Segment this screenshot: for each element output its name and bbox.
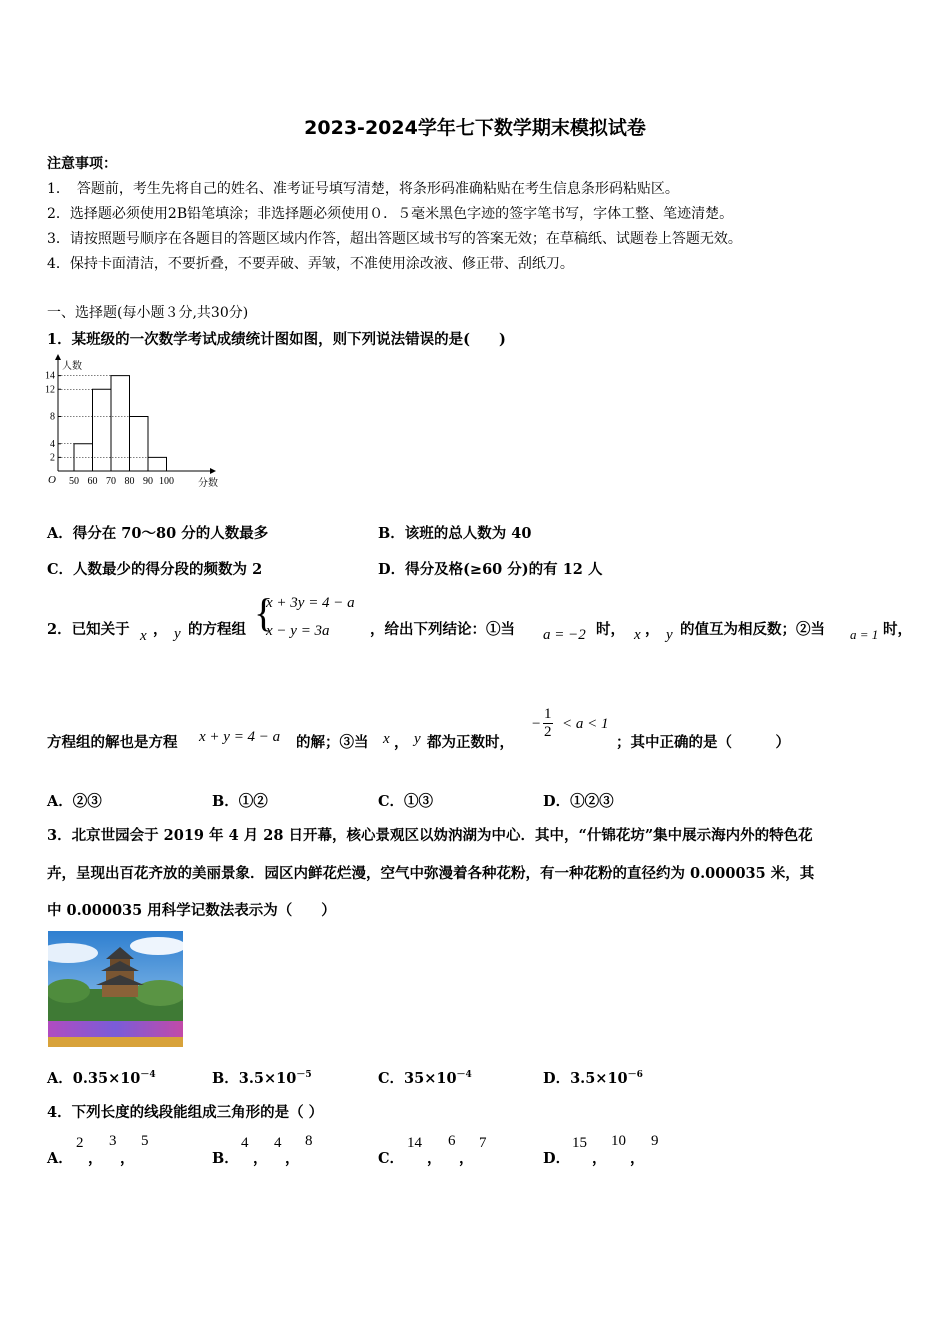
note-item: 2．选择题必须使用2B铅笔填涂；非选择题必须使用０．５毫米黑色字迹的签字笔书写，字体工整、笔迹清楚。 bbox=[47, 206, 734, 222]
q2-text: 的解；③当 bbox=[296, 734, 369, 751]
q2-text: ；其中正确的是（ ） bbox=[616, 734, 790, 751]
q2-fraction-numerator: 1 bbox=[544, 706, 552, 722]
q3-option-b-label: B．3.5×10 bbox=[212, 1070, 297, 1087]
q3-stem-line: 3．北京世园会于 2019 年 4 月 28 日开幕，核心景观区以妫汭湖为中心．其中，“什锦花坊”集中展示海内外的特色花 bbox=[47, 827, 813, 844]
q2-text: 时， bbox=[883, 621, 912, 638]
q4-option-d-value: 10 bbox=[611, 1133, 626, 1149]
q4-sep: ， bbox=[630, 1150, 645, 1167]
q2-condition-1: a = −2 bbox=[543, 627, 586, 643]
q2-option-a: A．②③ bbox=[47, 793, 102, 810]
q2-condition-2: a = 1 bbox=[850, 627, 879, 642]
q2-var-x: x bbox=[140, 628, 147, 644]
q2-var-x: x bbox=[383, 731, 390, 747]
q4-option-c-value: 7 bbox=[479, 1135, 487, 1151]
q2-option-b: B．①② bbox=[212, 793, 268, 810]
q2-prefix: 2．已知关于 bbox=[47, 621, 130, 638]
y-tick-label: 8 bbox=[50, 411, 55, 423]
q2-text: 的值互为相反数；②当 bbox=[680, 621, 825, 638]
x-tick-label: 70 bbox=[106, 476, 116, 487]
q2-text: 方程组的解也是方程 bbox=[47, 734, 178, 751]
q4-option-b-value: 4 bbox=[241, 1135, 249, 1151]
q2-var-x: x bbox=[634, 627, 641, 643]
q2-system-label: 的方程组 bbox=[188, 621, 246, 638]
q4-sep: ， bbox=[285, 1150, 300, 1167]
q3-option-c-label: C．35×10 bbox=[378, 1070, 457, 1087]
y-axis-label: 人数 bbox=[62, 361, 82, 372]
q4-sep: ， bbox=[459, 1150, 474, 1167]
q4-sep: ， bbox=[253, 1150, 268, 1167]
q3-option-d-exponent: －6 bbox=[627, 1070, 643, 1080]
q4-option-a-letter: A． bbox=[47, 1150, 73, 1167]
q4-option-d-value: 15 bbox=[572, 1135, 587, 1151]
q3-stem-line: 卉，呈现出百花齐放的美丽景象．园区内鲜花烂漫，空气中弥漫着各种花粉，有一种花粉的直径约为 0.000035 米，其 bbox=[47, 865, 815, 882]
q2-fraction-sign: − bbox=[532, 716, 541, 732]
q1-option-a: A．得分在 70～80 分的人数最多 bbox=[47, 525, 269, 542]
q4-sep: ， bbox=[592, 1150, 607, 1167]
q4-option-c-letter: C． bbox=[378, 1150, 405, 1167]
q2-comma: ， bbox=[153, 621, 168, 638]
q3-option-a-label: A．0.35×10 bbox=[47, 1070, 141, 1087]
q4-option-b-letter: B． bbox=[212, 1150, 239, 1167]
q4-sep: ， bbox=[120, 1150, 135, 1167]
y-tick-label: 12 bbox=[45, 384, 55, 396]
y-axis-arrow-icon bbox=[55, 354, 61, 360]
q3-option-d-label: D．3.5×10 bbox=[543, 1070, 628, 1087]
q2-var-y: y bbox=[414, 731, 421, 747]
page-title: 2023-2024学年七下数学期末模拟试卷 bbox=[304, 117, 646, 139]
q2-option-d: D．①②③ bbox=[543, 793, 614, 810]
q4-option-b-value: 4 bbox=[274, 1135, 282, 1151]
q3-option-a-exponent: －4 bbox=[140, 1070, 156, 1080]
system-brace-icon: { bbox=[254, 590, 274, 635]
q4-option-c-value: 14 bbox=[407, 1135, 422, 1151]
question-1-stem: 1．某班级的一次数学考试成绩统计图如图，则下列说法错误的是( ) bbox=[47, 331, 506, 348]
x-tick-label: 100 bbox=[159, 476, 174, 487]
q3-option-c-exponent: －4 bbox=[456, 1070, 472, 1080]
q2-option-c: C．①③ bbox=[378, 793, 434, 810]
q4-sep: ， bbox=[88, 1150, 103, 1167]
q4-sep: ， bbox=[427, 1150, 442, 1167]
q4-option-d-letter: D． bbox=[543, 1150, 571, 1167]
x-tick-label: 50 bbox=[69, 476, 79, 487]
q2-var-y: y bbox=[666, 627, 673, 643]
q3-option-b bbox=[212, 1067, 312, 1088]
question-4-stem: 4．下列长度的线段能组成三角形的是（ ） bbox=[47, 1104, 324, 1121]
q3-option-d bbox=[543, 1067, 643, 1088]
q4-option-d-value: 9 bbox=[651, 1133, 659, 1149]
q2-after-system: ，给出下列结论：①当 bbox=[370, 621, 515, 638]
q2-comma: ， bbox=[394, 734, 409, 751]
note-item: 4．保持卡面清洁，不要折叠，不要弄破、弄皱，不准使用涂改液、修正带、刮纸刀。 bbox=[47, 256, 574, 272]
q4-option-b-value: 8 bbox=[305, 1133, 313, 1149]
q4-option-a-value: 3 bbox=[109, 1133, 117, 1149]
x-axis-label: 分数 bbox=[198, 478, 218, 489]
histogram-bar bbox=[93, 389, 112, 471]
q3-option-b-exponent: －5 bbox=[296, 1070, 312, 1080]
q2-equation-2: x − y = 3a bbox=[266, 623, 330, 639]
histogram-bar bbox=[111, 376, 130, 471]
y-tick-label: 14 bbox=[45, 370, 55, 382]
x-tick-label: 60 bbox=[87, 476, 98, 487]
score-histogram bbox=[44, 354, 224, 494]
q3-option-a bbox=[47, 1067, 156, 1088]
origin-label: O bbox=[48, 474, 56, 486]
y-tick-label: 4 bbox=[50, 438, 55, 450]
q1-option-c: C．人数最少的得分段的频数为 2 bbox=[47, 561, 263, 578]
q2-text: 都为正数时， bbox=[427, 734, 514, 751]
note-item: 1． 答题前，考生先将自己的姓名、准考证号填写清楚，将条形码准确粘贴在考生信息条形码粘贴区。 bbox=[47, 181, 679, 197]
x-tick-label: 90 bbox=[143, 476, 153, 487]
q1-option-d: D．得分及格(≥60 分)的有 12 人 bbox=[378, 561, 603, 578]
notes-heading: 注意事项： bbox=[47, 156, 117, 172]
q2-text: 时， bbox=[596, 621, 625, 638]
q2-equation-1: x + 3y = 4 − a bbox=[266, 595, 355, 611]
q3-option-c bbox=[378, 1067, 472, 1088]
y-tick-label: 2 bbox=[50, 452, 55, 464]
histogram-bar bbox=[148, 457, 167, 471]
q2-var-y: y bbox=[174, 626, 181, 642]
q2-equation-3: x + y = 4 − a bbox=[199, 729, 281, 745]
q1-option-b: B．该班的总人数为 40 bbox=[378, 525, 532, 542]
x-axis-arrow-icon bbox=[210, 468, 216, 474]
histogram-bar bbox=[130, 417, 149, 472]
q2-fraction bbox=[543, 706, 553, 741]
note-item: 3．请按照题号顺序在各题目的答题区域内作答，超出答题区域书写的答案无效；在草稿纸、试题卷上答题无效。 bbox=[47, 231, 742, 247]
q2-inequality: < a < 1 bbox=[562, 716, 609, 732]
x-tick-label: 80 bbox=[124, 476, 135, 487]
q2-fraction-denominator: 2 bbox=[544, 724, 552, 740]
q4-option-a-value: 5 bbox=[141, 1133, 149, 1149]
section-heading: 一、选择题(每小题３分,共30分) bbox=[47, 305, 249, 321]
q4-option-a-value: 2 bbox=[76, 1135, 84, 1151]
q2-comma: ， bbox=[645, 621, 660, 638]
q3-stem-line: 中 0.000035 用科学记数法表示为（ ） bbox=[47, 902, 336, 919]
expo-garden-photo bbox=[48, 931, 183, 1047]
q4-option-c-value: 6 bbox=[448, 1133, 456, 1149]
